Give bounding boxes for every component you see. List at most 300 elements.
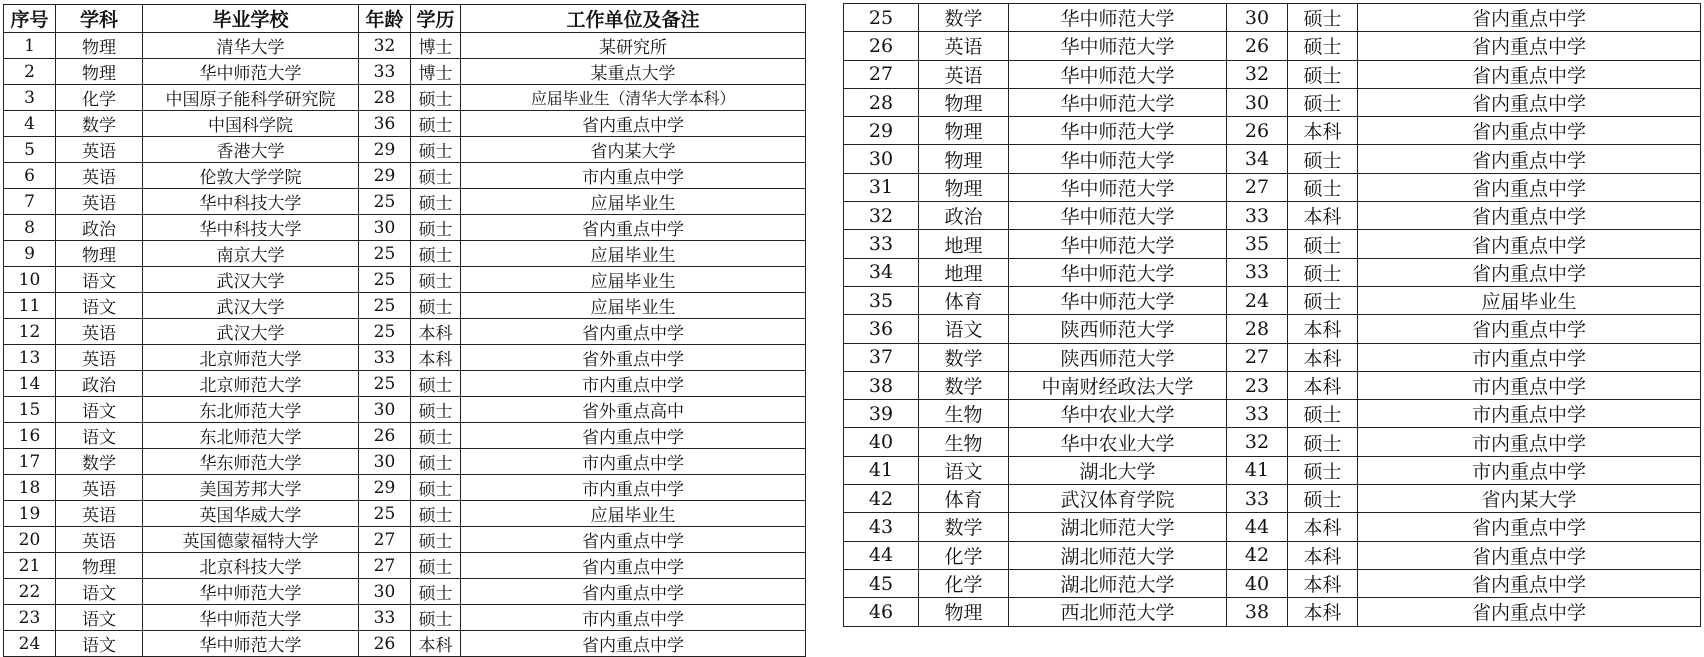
cell-age: 33	[359, 345, 411, 371]
cell-school: 南京大学	[143, 241, 359, 267]
cell-subject: 政治	[919, 202, 1009, 230]
cell-index: 34	[844, 258, 919, 286]
table-row	[4, 293, 806, 319]
cell-index: 42	[844, 485, 919, 513]
cell-workplace: 应届毕业生	[461, 293, 806, 319]
cell-degree: 本科	[411, 345, 461, 371]
table-row	[4, 527, 806, 553]
cell-degree: 硕士	[1288, 258, 1358, 286]
cell-index: 32	[844, 202, 919, 230]
cell-school: 湖北大学	[1009, 456, 1227, 484]
cell-subject: 英语	[56, 137, 143, 163]
cell-index: 15	[4, 397, 56, 423]
table-row	[4, 85, 806, 111]
table-row	[4, 449, 806, 475]
cell-school: 华中师范大学	[143, 59, 359, 85]
cell-index: 30	[844, 145, 919, 173]
cell-degree: 硕士	[1288, 400, 1358, 428]
cell-school: 北京师范大学	[143, 345, 359, 371]
cell-workplace: 省内重点中学	[1358, 32, 1701, 60]
table-row	[844, 315, 1701, 343]
cell-school: 华中农业大学	[1009, 428, 1227, 456]
cell-index: 38	[844, 371, 919, 399]
cell-subject: 数学	[56, 449, 143, 475]
cell-age: 27	[359, 527, 411, 553]
cell-school: 华中师范大学	[143, 605, 359, 631]
cell-subject: 英语	[56, 501, 143, 527]
cell-age: 38	[1227, 598, 1288, 626]
cell-workplace: 省内重点中学	[461, 553, 806, 579]
cell-workplace: 省内重点中学	[461, 631, 806, 657]
cell-degree: 硕士	[411, 137, 461, 163]
cell-degree: 本科	[1288, 513, 1358, 541]
cell-index: 36	[844, 315, 919, 343]
header-workplace: 工作单位及备注	[461, 5, 806, 33]
cell-school: 华中师范大学	[1009, 4, 1227, 32]
cell-school: 华中师范大学	[1009, 173, 1227, 201]
cell-subject: 生物	[919, 400, 1009, 428]
cell-index: 16	[4, 423, 56, 449]
cell-workplace: 省内某大学	[461, 137, 806, 163]
cell-school: 华中师范大学	[1009, 286, 1227, 314]
cell-school: 华中师范大学	[1009, 230, 1227, 258]
table-row	[844, 513, 1701, 541]
cell-degree: 博士	[411, 59, 461, 85]
cell-index: 18	[4, 475, 56, 501]
cell-degree: 硕士	[411, 475, 461, 501]
cell-workplace: 省内重点中学	[461, 319, 806, 345]
cell-degree: 硕士	[1288, 286, 1358, 314]
cell-degree: 硕士	[411, 163, 461, 189]
cell-workplace: 某研究所	[461, 33, 806, 59]
header-subject: 学科	[56, 5, 143, 33]
cell-index: 35	[844, 286, 919, 314]
cell-school: 华东师范大学	[143, 449, 359, 475]
cell-index: 46	[844, 598, 919, 626]
cell-subject: 语文	[56, 605, 143, 631]
cell-degree: 硕士	[1288, 4, 1358, 32]
cell-school: 华中师范大学	[1009, 32, 1227, 60]
cell-subject: 语文	[56, 293, 143, 319]
cell-workplace: 省内重点中学	[461, 423, 806, 449]
cell-workplace: 应届毕业生	[461, 241, 806, 267]
cell-subject: 生物	[919, 428, 1009, 456]
cell-index: 4	[4, 111, 56, 137]
cell-age: 29	[359, 163, 411, 189]
cell-index: 28	[844, 88, 919, 116]
cell-school: 湖北师范大学	[1009, 541, 1227, 569]
cell-subject: 物理	[919, 117, 1009, 145]
cell-subject: 语文	[919, 456, 1009, 484]
cell-workplace: 省内重点中学	[1358, 4, 1701, 32]
cell-age: 32	[1227, 60, 1288, 88]
cell-age: 25	[359, 293, 411, 319]
cell-school: 湖北师范大学	[1009, 513, 1227, 541]
cell-index: 39	[844, 400, 919, 428]
table-row	[4, 501, 806, 527]
cell-subject: 化学	[919, 541, 1009, 569]
table-row	[4, 33, 806, 59]
table-row	[844, 598, 1701, 626]
cell-workplace: 市内重点中学	[1358, 456, 1701, 484]
table-row	[844, 60, 1701, 88]
cell-workplace: 市内重点中学	[461, 475, 806, 501]
cell-age: 26	[1227, 32, 1288, 60]
cell-age: 26	[359, 423, 411, 449]
cell-age: 25	[359, 189, 411, 215]
cell-subject: 物理	[919, 173, 1009, 201]
cell-subject: 数学	[919, 4, 1009, 32]
cell-age: 33	[1227, 258, 1288, 286]
cell-workplace: 省内重点中学	[461, 527, 806, 553]
cell-age: 35	[1227, 230, 1288, 258]
cell-degree: 硕士	[411, 553, 461, 579]
cell-age: 30	[359, 449, 411, 475]
cell-subject: 政治	[56, 215, 143, 241]
cell-school: 武汉体育学院	[1009, 485, 1227, 513]
cell-subject: 语文	[56, 397, 143, 423]
cell-age: 33	[1227, 400, 1288, 428]
cell-age: 23	[1227, 371, 1288, 399]
cell-workplace: 应届毕业生	[461, 267, 806, 293]
cell-age: 32	[359, 33, 411, 59]
header-index: 序号	[4, 5, 56, 33]
cell-degree: 本科	[1288, 343, 1358, 371]
table-row	[4, 579, 806, 605]
cell-age: 25	[359, 319, 411, 345]
cell-school: 英国德蒙福特大学	[143, 527, 359, 553]
cell-age: 30	[1227, 4, 1288, 32]
cell-index: 3	[4, 85, 56, 111]
cell-school: 华中师范大学	[1009, 60, 1227, 88]
cell-school: 华中科技大学	[143, 189, 359, 215]
table-row	[844, 541, 1701, 569]
cell-degree: 硕士	[1288, 88, 1358, 116]
cell-degree: 硕士	[411, 527, 461, 553]
cell-workplace: 应届毕业生	[1358, 286, 1701, 314]
cell-degree: 本科	[1288, 569, 1358, 597]
cell-school: 武汉大学	[143, 319, 359, 345]
cell-index: 24	[4, 631, 56, 657]
cell-school: 武汉大学	[143, 267, 359, 293]
cell-age: 32	[1227, 428, 1288, 456]
cell-subject: 语文	[56, 631, 143, 657]
cell-degree: 硕士	[411, 605, 461, 631]
cell-school: 湖北师范大学	[1009, 569, 1227, 597]
teacher-table-right	[843, 3, 1701, 627]
cell-index: 44	[844, 541, 919, 569]
cell-workplace: 省内重点中学	[1358, 230, 1701, 258]
cell-index: 2	[4, 59, 56, 85]
cell-index: 19	[4, 501, 56, 527]
table-row	[844, 258, 1701, 286]
cell-index: 20	[4, 527, 56, 553]
cell-age: 30	[359, 215, 411, 241]
cell-degree: 硕士	[411, 449, 461, 475]
cell-subject: 数学	[919, 371, 1009, 399]
cell-subject: 地理	[919, 230, 1009, 258]
cell-subject: 英语	[56, 319, 143, 345]
cell-degree: 本科	[1288, 315, 1358, 343]
cell-age: 24	[1227, 286, 1288, 314]
cell-index: 12	[4, 319, 56, 345]
cell-workplace: 省内重点中学	[1358, 513, 1701, 541]
cell-degree: 硕士	[1288, 230, 1358, 258]
cell-school: 华中农业大学	[1009, 400, 1227, 428]
cell-workplace: 省内某大学	[1358, 485, 1701, 513]
cell-age: 28	[359, 85, 411, 111]
cell-subject: 语文	[56, 267, 143, 293]
table-row	[4, 163, 806, 189]
table-row	[4, 267, 806, 293]
cell-workplace: 省内重点中学	[1358, 598, 1701, 626]
cell-subject: 英语	[56, 527, 143, 553]
cell-subject: 化学	[919, 569, 1009, 597]
cell-workplace: 应届毕业生（清华大学本科）	[461, 85, 806, 111]
cell-school: 华中师范大学	[143, 631, 359, 657]
teacher-table-left	[3, 4, 806, 657]
cell-degree: 本科	[411, 631, 461, 657]
cell-workplace: 省内重点中学	[1358, 569, 1701, 597]
cell-age: 42	[1227, 541, 1288, 569]
cell-school: 北京师范大学	[143, 371, 359, 397]
cell-index: 40	[844, 428, 919, 456]
cell-workplace: 市内重点中学	[1358, 343, 1701, 371]
header-school: 毕业学校	[143, 5, 359, 33]
cell-subject: 英语	[56, 163, 143, 189]
cell-school: 华中师范大学	[1009, 258, 1227, 286]
cell-index: 14	[4, 371, 56, 397]
cell-subject: 物理	[919, 88, 1009, 116]
cell-age: 29	[359, 475, 411, 501]
cell-school: 美国芳邦大学	[143, 475, 359, 501]
table-row	[4, 371, 806, 397]
cell-subject: 数学	[56, 111, 143, 137]
cell-subject: 体育	[919, 286, 1009, 314]
cell-workplace: 市内重点中学	[461, 449, 806, 475]
cell-degree: 本科	[411, 319, 461, 345]
cell-subject: 英语	[919, 60, 1009, 88]
cell-age: 27	[1227, 343, 1288, 371]
cell-workplace: 省内重点中学	[461, 215, 806, 241]
cell-age: 33	[1227, 202, 1288, 230]
cell-school: 西北师范大学	[1009, 598, 1227, 626]
cell-age: 44	[1227, 513, 1288, 541]
cell-age: 41	[1227, 456, 1288, 484]
cell-degree: 硕士	[1288, 173, 1358, 201]
table-row	[4, 59, 806, 85]
cell-subject: 语文	[56, 579, 143, 605]
cell-degree: 硕士	[1288, 485, 1358, 513]
cell-subject: 语文	[919, 315, 1009, 343]
cell-school: 华中科技大学	[143, 215, 359, 241]
table-row	[4, 397, 806, 423]
table-row	[4, 215, 806, 241]
table-row	[4, 189, 806, 215]
table-row	[4, 345, 806, 371]
cell-index: 31	[844, 173, 919, 201]
cell-age: 26	[359, 631, 411, 657]
cell-age: 25	[359, 371, 411, 397]
cell-index: 13	[4, 345, 56, 371]
cell-degree: 硕士	[411, 423, 461, 449]
cell-degree: 硕士	[1288, 60, 1358, 88]
cell-school: 陕西师范大学	[1009, 343, 1227, 371]
cell-index: 21	[4, 553, 56, 579]
cell-workplace: 省内重点中学	[1358, 173, 1701, 201]
table-row	[844, 145, 1701, 173]
cell-age: 30	[1227, 88, 1288, 116]
cell-degree: 本科	[1288, 541, 1358, 569]
cell-workplace: 省内重点中学	[461, 579, 806, 605]
cell-workplace: 省内重点中学	[1358, 258, 1701, 286]
cell-degree: 硕士	[411, 579, 461, 605]
table-row	[4, 111, 806, 137]
cell-index: 5	[4, 137, 56, 163]
cell-workplace: 省内重点中学	[1358, 202, 1701, 230]
cell-age: 34	[1227, 145, 1288, 173]
cell-age: 25	[359, 241, 411, 267]
cell-age: 27	[359, 553, 411, 579]
cell-workplace: 省内重点中学	[1358, 117, 1701, 145]
table-row	[844, 202, 1701, 230]
cell-workplace: 市内重点中学	[1358, 371, 1701, 399]
cell-subject: 化学	[56, 85, 143, 111]
cell-workplace: 市内重点中学	[461, 605, 806, 631]
table-row	[4, 631, 806, 657]
cell-index: 25	[844, 4, 919, 32]
cell-school: 中国科学院	[143, 111, 359, 137]
table-row	[844, 343, 1701, 371]
cell-school: 香港大学	[143, 137, 359, 163]
cell-subject: 体育	[919, 485, 1009, 513]
cell-workplace: 省内重点中学	[1358, 60, 1701, 88]
cell-school: 武汉大学	[143, 293, 359, 319]
cell-degree: 硕士	[411, 215, 461, 241]
cell-workplace: 省内重点中学	[1358, 145, 1701, 173]
cell-subject: 物理	[56, 59, 143, 85]
cell-school: 清华大学	[143, 33, 359, 59]
cell-age: 29	[359, 137, 411, 163]
table-row	[4, 319, 806, 345]
cell-school: 中国原子能科学研究院	[143, 85, 359, 111]
cell-index: 9	[4, 241, 56, 267]
cell-index: 22	[4, 579, 56, 605]
table-row	[844, 4, 1701, 32]
cell-workplace: 省内重点中学	[1358, 541, 1701, 569]
header-age: 年龄	[359, 5, 411, 33]
cell-degree: 博士	[411, 33, 461, 59]
cell-age: 27	[1227, 173, 1288, 201]
cell-workplace: 省外重点高中	[461, 397, 806, 423]
cell-age: 33	[1227, 485, 1288, 513]
cell-subject: 语文	[56, 423, 143, 449]
cell-degree: 硕士	[411, 293, 461, 319]
cell-index: 43	[844, 513, 919, 541]
cell-degree: 硕士	[411, 267, 461, 293]
cell-index: 41	[844, 456, 919, 484]
cell-degree: 本科	[1288, 117, 1358, 145]
cell-subject: 英语	[56, 475, 143, 501]
cell-age: 30	[359, 397, 411, 423]
table-row	[4, 423, 806, 449]
cell-degree: 硕士	[411, 241, 461, 267]
cell-age: 36	[359, 111, 411, 137]
table-row	[844, 371, 1701, 399]
table-row	[4, 605, 806, 631]
cell-index: 17	[4, 449, 56, 475]
cell-degree: 本科	[1288, 598, 1358, 626]
cell-degree: 本科	[1288, 202, 1358, 230]
cell-index: 27	[844, 60, 919, 88]
cell-workplace: 某重点大学	[461, 59, 806, 85]
cell-index: 7	[4, 189, 56, 215]
cell-workplace: 市内重点中学	[1358, 428, 1701, 456]
cell-school: 华中师范大学	[143, 579, 359, 605]
cell-subject: 英语	[56, 189, 143, 215]
cell-degree: 硕士	[411, 189, 461, 215]
cell-age: 25	[359, 267, 411, 293]
table-row	[844, 400, 1701, 428]
cell-school: 陕西师范大学	[1009, 315, 1227, 343]
cell-workplace: 应届毕业生	[461, 189, 806, 215]
cell-degree: 本科	[1288, 371, 1358, 399]
table-row	[4, 475, 806, 501]
table-row	[844, 173, 1701, 201]
table-row	[844, 32, 1701, 60]
cell-degree: 硕士	[1288, 32, 1358, 60]
cell-workplace: 市内重点中学	[461, 371, 806, 397]
cell-degree: 硕士	[411, 111, 461, 137]
cell-index: 11	[4, 293, 56, 319]
cell-age: 40	[1227, 569, 1288, 597]
cell-index: 45	[844, 569, 919, 597]
cell-degree: 硕士	[411, 371, 461, 397]
cell-school: 东北师范大学	[143, 423, 359, 449]
cell-school: 东北师范大学	[143, 397, 359, 423]
cell-age: 26	[1227, 117, 1288, 145]
cell-school: 华中师范大学	[1009, 88, 1227, 116]
cell-index: 8	[4, 215, 56, 241]
cell-workplace: 省内重点中学	[461, 111, 806, 137]
cell-index: 10	[4, 267, 56, 293]
cell-index: 26	[844, 32, 919, 60]
cell-school: 华中师范大学	[1009, 145, 1227, 173]
table-row	[844, 456, 1701, 484]
cell-subject: 数学	[919, 343, 1009, 371]
cell-index: 33	[844, 230, 919, 258]
cell-subject: 物理	[56, 241, 143, 267]
cell-workplace: 应届毕业生	[461, 501, 806, 527]
cell-age: 28	[1227, 315, 1288, 343]
cell-workplace: 省内重点中学	[1358, 315, 1701, 343]
cell-subject: 物理	[919, 145, 1009, 173]
cell-workplace: 省内重点中学	[1358, 88, 1701, 116]
cell-subject: 物理	[56, 553, 143, 579]
cell-subject: 物理	[919, 598, 1009, 626]
cell-school: 伦敦大学学院	[143, 163, 359, 189]
cell-degree: 硕士	[411, 397, 461, 423]
cell-workplace: 省外重点中学	[461, 345, 806, 371]
table-row	[844, 485, 1701, 513]
cell-degree: 硕士	[411, 85, 461, 111]
cell-index: 37	[844, 343, 919, 371]
cell-school: 中南财经政法大学	[1009, 371, 1227, 399]
cell-degree: 硕士	[411, 501, 461, 527]
cell-degree: 硕士	[1288, 145, 1358, 173]
cell-subject: 数学	[919, 513, 1009, 541]
table-row	[844, 88, 1701, 116]
